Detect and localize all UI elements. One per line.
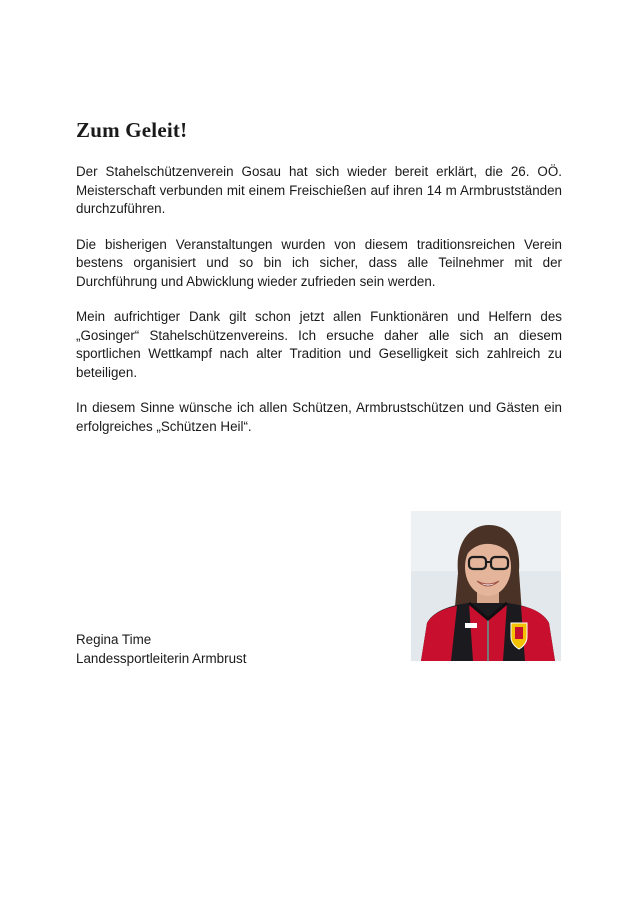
signature-name: Regina Time <box>76 632 152 647</box>
paragraph-4: In diesem Sinne wünsche ich allen Schützen, Armbrustschützen und Gästen ein erfolgreiches „Schützen Heil“. <box>76 400 562 434</box>
signature-role: Landessportleiterin Armbrust <box>76 650 247 666</box>
body-text <box>76 163 562 453</box>
page-title: Zum Geleit! <box>76 118 188 142</box>
paragraph-1: Der Stahelschützenverein Gosau hat sich wieder bereit erklärt, die 26. OÖ. Meisterschaft verbunden mit einem Freischießen auf ihren 14 m Armbrustständen durchzuführen. <box>76 164 562 216</box>
signature <box>76 631 246 668</box>
portrait-photo <box>411 511 561 661</box>
paragraph-3: Mein aufrichtiger Dank gilt schon jetzt allen Funktionären und Helfern des „Gosinger“ Stahelschützenvereins. Ich ersuche daher alle sich an diesem sportlichen Wettkampf nach alter Tradition und Geselligkeit sich zahlreich zu beteiligen. <box>76 309 562 380</box>
paragraph-2: Die bisherigen Veranstaltungen wurden von diesem traditionsreichen Verein bestens organisiert und so bin ich sicher, dass alle Teilnehmer mit der Durchführung und Abwicklung wieder zufrieden sein werden. <box>76 236 562 289</box>
